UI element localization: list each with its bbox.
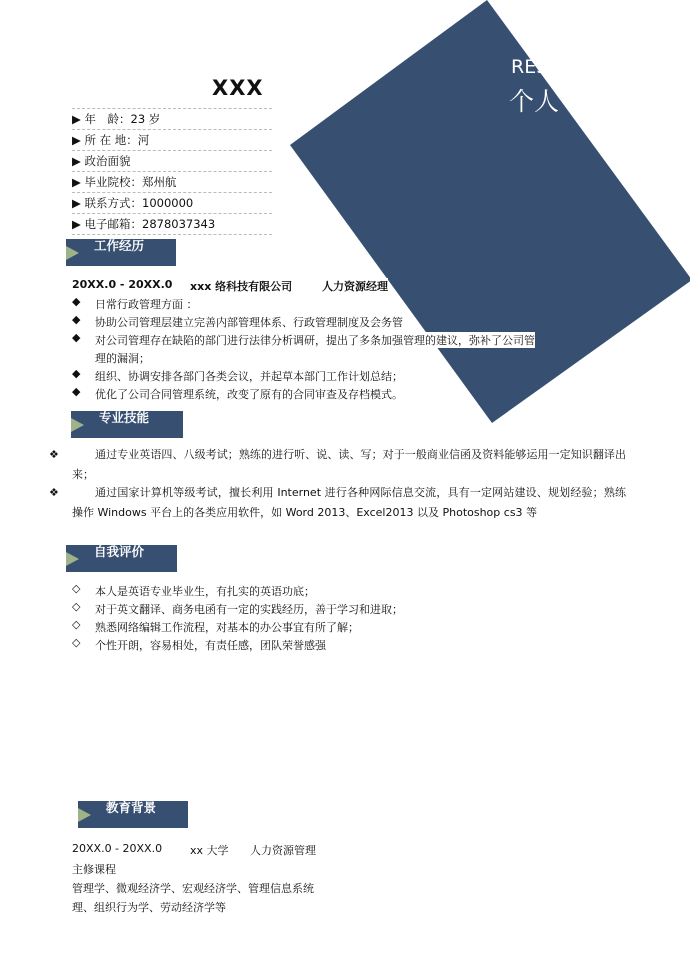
work-item: 组织、协调安排各部门各类会议，并起草本部门工作计划总结； <box>95 370 403 383</box>
edu-school: xx 大学 <box>190 844 229 857</box>
info-political: ▶ 政治面貌 <box>72 150 272 171</box>
edu-major: 人力资源管理 <box>250 844 316 857</box>
work-item: 优化了公司合同管理系统，改变了原有的合同审查及存档模式。 <box>95 388 403 401</box>
skill-item <box>49 483 626 523</box>
section-title: 教育背景 <box>106 800 157 815</box>
info-phone: ▶ 联系方式：1000000 <box>72 192 272 213</box>
section-title: 专业技能 <box>99 410 150 425</box>
banner-cn: 个人 <box>509 87 560 116</box>
diamond-outline-icon: ◇ <box>72 636 81 649</box>
section-header-work <box>66 239 176 266</box>
work-position: 人力资源经理 <box>322 280 388 293</box>
fleuron-icon: ❖ <box>49 486 59 499</box>
self-item: 对于英文翻译、商务电函有一定的实践经历，善于学习和进取； <box>95 603 403 616</box>
triangle-icon <box>78 808 91 822</box>
info-email: ▶ 电子邮箱：2878037343 <box>72 213 272 235</box>
diamond-icon: ◆ <box>72 295 81 308</box>
self-item: 本人是英语专业毕业生，有扎实的英语功底； <box>95 585 315 598</box>
info-age: ▶ 年 龄：23 岁 <box>72 108 272 129</box>
work-item: 协助公司管理层建立完善内部管理体系、行政管理制度及会务管 <box>95 316 403 329</box>
work-item: 日常行政管理方面 ： <box>95 298 198 311</box>
info-location: ▶ 所 在 地：河 <box>72 129 272 150</box>
triangle-icon <box>66 552 79 566</box>
work-company: xxx 络科技有限公司 <box>190 280 293 293</box>
work-period: 20XX.0 - 20XX.0 <box>72 278 173 291</box>
skill-text: 通过国家计算机等级考试，擅长利用 Internet 进行各种网际信息交流，具有一定网站建设、规划经验；熟练操作 Windows 平台上的各类应用软件，如 Word 2013、Excel2013 以及 Photoshop cs3 等 <box>72 486 626 519</box>
diamond-outline-icon: ◇ <box>72 582 81 595</box>
diamond-icon: ◆ <box>72 367 81 380</box>
section-title: 自我评价 <box>94 544 145 559</box>
fleuron-icon: ❖ <box>49 448 59 461</box>
diamond-outline-icon: ◇ <box>72 600 81 613</box>
edu-courses-label: 主修课程 <box>72 863 116 876</box>
self-item: 个性开朗，容易相处，有责任感，团队荣誉感强 <box>95 639 326 652</box>
section-title: 工作经历 <box>94 238 145 253</box>
info-school: ▶ 毕业院校：郑州航 <box>72 171 272 192</box>
candidate-name: XXX <box>212 76 264 100</box>
work-item-cont: 理的漏洞； <box>95 352 150 365</box>
skill-text: 通过专业英语四、八级考试；熟练的进行听、说、读、写；对于一般商业信函及资料能够运用一定知识翻译出来； <box>72 448 626 481</box>
diamond-outline-icon: ◇ <box>72 618 81 631</box>
edu-courses-line1: 管理学、微观经济学、宏观经济学、管理信息系统 <box>72 882 314 895</box>
banner-en: RES <box>511 56 549 78</box>
section-header-education <box>78 801 188 828</box>
self-item: 熟悉网络编辑工作流程，对基本的办公事宜有所了解； <box>95 621 359 634</box>
triangle-icon <box>71 418 84 432</box>
skill-item <box>49 445 626 485</box>
diamond-icon: ◆ <box>72 331 81 344</box>
work-item: 对公司管理存在缺陷的部门进行法律分析调研，提出了多条加强管理的建议，弥补了公司管 <box>95 334 535 347</box>
triangle-icon <box>66 246 79 260</box>
edu-courses-line2: 理、组织行为学、劳动经济学等 <box>72 901 226 914</box>
edu-period: 20XX.0 - 20XX.0 <box>72 842 163 855</box>
section-header-self <box>66 545 177 572</box>
section-header-skills <box>71 411 183 438</box>
diamond-icon: ◆ <box>72 313 81 326</box>
diamond-icon: ◆ <box>72 385 81 398</box>
